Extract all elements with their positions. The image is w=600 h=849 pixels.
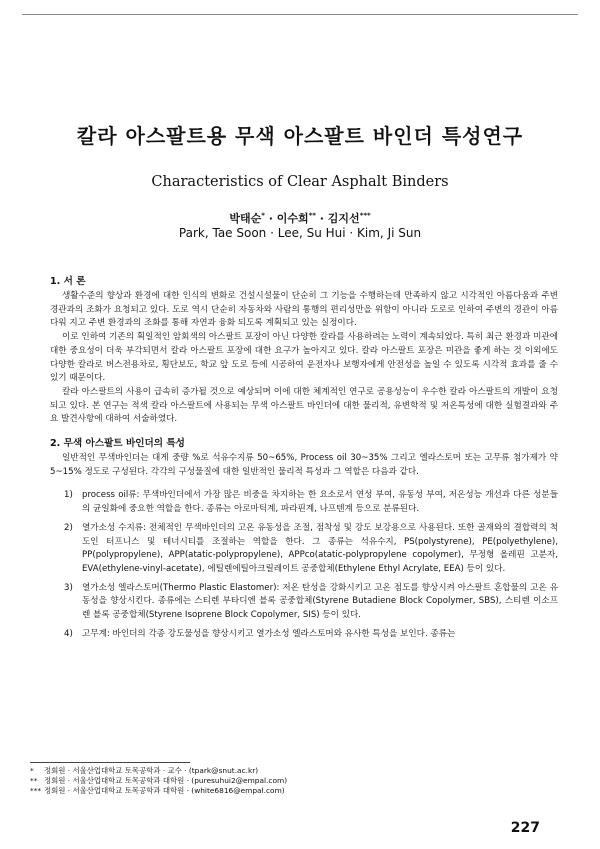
author-separator: · [264,212,277,225]
section-2-heading: 2. 무색 아스팔트 바인더의 특성 [50,438,185,450]
footnotes [30,766,287,796]
author-3: 김지선 [327,212,360,225]
author-1: 박태순 [229,212,262,225]
binder-component-list [64,489,558,641]
authors-english: Park, Tae Soon · Lee, Su Hui · Kim, Ji Sun [178,226,422,240]
paper-body [50,274,558,646]
footnote-text: 정회원 · 서울산업대학교 토목공학과 대학원 · (white6816@empal.com) [44,786,285,795]
list-item-text: 고무계: 바인더의 각종 강도물성을 향상시키고 열가소성 엘라스토머와 유사한 특성을 보인다. 종류는 [82,628,456,639]
footnote-mark: *** [30,786,42,795]
footnote [30,786,287,796]
footnote-text: 정회원 · 서울산업대학교 토목공학과 · 교수 · (tpark@snut.ac.kr) [44,766,259,775]
section-gap [50,427,558,436]
footnote [30,776,287,786]
section-1-paragraph: 칼라 아스팔트의 사용이 급속히 증가될 것으로 예상되며 이에 대한 체계적인 연구로 공용성능이 우수한 칼라 아스팔트의 개발이 요청되고 있다. 본 연구는 적색 칼라 아스팔트에 사용되는 무색 아스팔트 바인더에 대한 물리적, 유변학적 및 저온특성에 대한 실험결과와 주요 발견사항에 대하여 서술하였다. [50,386,558,425]
paper-subtitle-english: Characteristics of Clear Asphalt Binders [151,174,449,190]
list-item-number: 2) [64,522,73,533]
paper-title: 칼라 아스팔트용 무색 아스팔트 바인더 특성연구 [76,124,524,148]
list-item-number: 1) [64,490,73,501]
section-1-heading: 1. 서 론 [50,276,86,287]
list-item [64,522,558,577]
list-item [64,628,558,642]
footnote-rule [30,762,190,763]
page-number: 227 [510,820,540,836]
section-2-intro: 일반적인 무색바인더는 대게 중량 %로 석유수지류 50~65%, Process oil 30~35% 그리고 엘라스토머 또는 고무류 첨가제가 약 5~15% 정도로 구성된다. 각각의 구성물질에 대한 일반적인 물리적 특성과 그 역할은 다음과 같다. [50,453,558,477]
list-item-number: 4) [64,628,73,639]
list-item-text: 열가소성 수지류: 전체적인 무색바인더의 고온 유동성을 조절, 점착성 및 강도 보강용으로 사용된다. 또한 골재와의 결합력의 척도인 터프니스 및 테너시티를 조절하는 역할을 한다. 그 종류는 석유수지, PS(polystyrene), PE(polyethylene), PP(polypropylene), APP(atatic-polypropylene), APPco(atatic-polypropylene copolymer), 무정형 올레핀 고분자, EVA(ethylene-vinyl-acetate), 에틸렌에틸아크릴레이트 공중합체(Ethylene Ethyl Acrylate, EEA) 등이 있다. [82,522,558,574]
top-rule [22,14,578,15]
list-item [64,582,558,623]
section-1-paragraph: 생활수준의 향상과 환경에 대한 인식의 변화로 건설시설물이 단순히 그 기능을 수행하는데 만족하지 않고 시각적인 아름다움과 주변경관과의 조화가 요청되고 있다. 도로 역시 단순히 자동차와 사람의 통행의 편리성만을 위함이 아니라 도로로 인하여 주변의 경관이 아름다워 지고 주변 환경과의 조화를 통해 자연과 융화 되도록 계획되고 있는 실정이다. [50,291,558,329]
list-item [64,489,558,516]
author-1-mark: * [261,211,265,220]
list-item-text: 열가소성 엘라스토머(Thermo Plastic Elastomer): 저온 탄성을 강화시키고 고온 점도를 향상시켜 아스팔트 혼합물의 고온 유동성을 향상시킨다. 종류에는 스티렌 부타디엔 블록 공중합체(Styrene Butadiene Block Copolymer, SBS), 스티렌 이소프렌 블록 공중합체(Styrene Isoprene Block Copolymer, SIS) 등이 있다. [82,582,558,621]
list-item-text: process oil류: 무색바인더에서 가장 많은 비중을 차지하는 한 요소로서 연성 부여, 유동성 부여, 저온성능 개선과 다른 성분들의 균일화에 중요한 역할을 한다. 종류는 아로마틱계, 파라핀계, 나프텐계 등으로 분류된다. [82,490,558,515]
list-item-number: 3) [64,582,73,593]
footnote-mark: * [30,766,34,775]
author-2: 이수희 [276,212,309,225]
author-2-mark: ** [308,211,316,220]
footnote [30,766,287,776]
footnote-text: 정회원 · 서울산업대학교 토목공학과 대학원 · (puresuhui2@empal.com) [44,776,288,785]
author-3-mark: *** [359,211,371,220]
section-1-paragraph: 이로 인하여 기존의 획일적인 암회색의 아스팔트 포장이 아닌 다양한 칼라를 사용하려는 노력이 계속되었다. 특히 최근 환경과 미관에 대한 중요성이 더욱 부각되면서 칼라 아스팔트 포장에 대한 요구가 높아지고 있다. 칼라 아스팔트 포장은 미관을 좋게 하는 것 이외에도 다양한 칼라로 버스전용차로, 횡단보도, 학교 앞 도로 등에 시공하여 운전자나 보행자에게 안전성을 높일 수 있도록 시각적 효과를 줄 수 있기 때문이다. [50,332,558,384]
authors-korean [0,210,600,226]
footnote-mark: ** [30,776,38,785]
author-separator: · [315,212,328,225]
